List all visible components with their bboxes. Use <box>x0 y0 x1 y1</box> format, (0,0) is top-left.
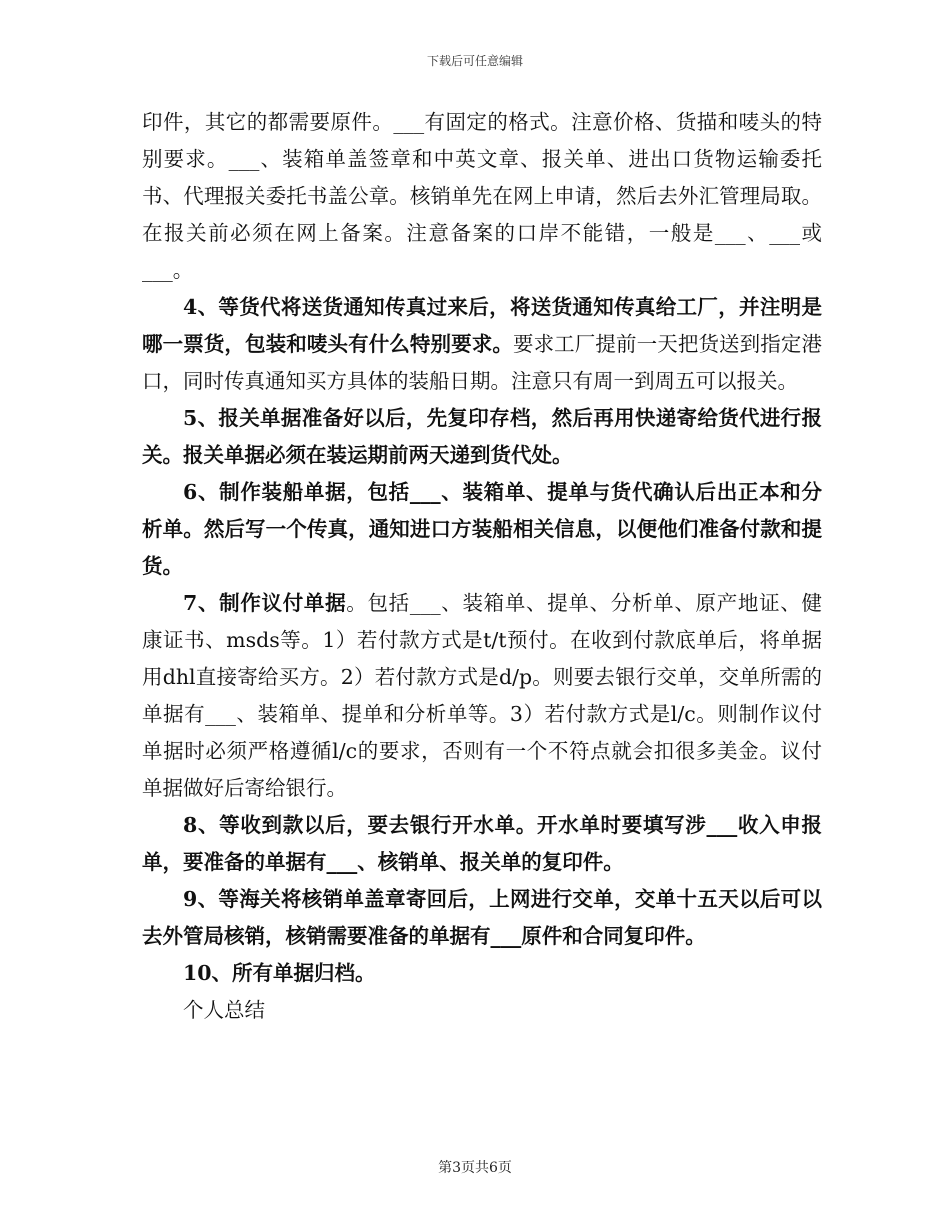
paragraph-step-4 <box>142 289 822 400</box>
paragraph-continuation <box>142 104 822 289</box>
paragraph-bold-text: 7、制作议付单据 <box>183 591 347 615</box>
paragraph-bold-text: 10、所有单据归档。 <box>183 961 376 985</box>
paragraph-bold-text: 8、等收到款以后，要去银行开水单。开水单时要填写涉___收入申报单，要准备的单据有___、核销单、报关单的复印件。 <box>142 813 822 874</box>
paragraph-step-5 <box>142 400 822 474</box>
page-header: 下载后可任意编辑 <box>426 54 523 68</box>
page-number-footer: 第3页共6页 <box>438 1160 512 1176</box>
paragraph-step-10 <box>142 955 822 992</box>
paragraph-step-6 <box>142 474 822 585</box>
paragraph-bold-text: 4、等货代将送货通知传真过来后，将送货通知传真给工厂，并注明是哪一票货，包装和唛头有什么特别要求。 <box>142 295 822 356</box>
paragraph-text: 要求工厂提前一天把货送到指定港口，同时传真通知买方具体的装船日期。注意只有周一到周五可以报关。 <box>142 332 822 393</box>
document-body <box>142 104 822 1029</box>
paragraph-step-9 <box>142 881 822 955</box>
section-heading-personal-summary <box>142 992 822 1029</box>
paragraph-text: 个人总结 <box>183 998 265 1022</box>
paragraph-text: 印件，其它的都需要原件。___有固定的格式。注意价格、货描和唛头的特别要求。___、装箱单盖签章和中英文章、报关单、进出口货物运输委托书、代理报关委托书盖公章。核销单先在网上申请，然后去外汇管理局取。在报关前必须在网上备案。注意备案的口岸不能错，一般是___、___或___。 <box>142 110 822 282</box>
paragraph-text: 。包括___、装箱单、提单、分析单、原产地证、健康证书、msds等。1）若付款方式是t/t预付。在收到付款底单后，将单据用dhl直接寄给买方。2）若付款方式是d/p。则要去银行交单，交单所需的单据有___、装箱单、提单和分析单等。3）若付款方式是l/c。则制作议付单据时必须严格遵循l/c的要求，否则有一个不符点就会扣很多美金。议付单据做好后寄给银行。 <box>142 591 823 800</box>
paragraph-step-8 <box>142 807 822 881</box>
paragraph-bold-text: 9、等海关将核销单盖章寄回后，上网进行交单，交单十五天以后可以去外管局核销，核销需要准备的单据有___原件和合同复印件。 <box>142 887 822 948</box>
paragraph-bold-text: 5、报关单据准备好以后，先复印存档，然后再用快递寄给货代进行报关。报关单据必须在装运期前两天递到货代处。 <box>142 406 822 467</box>
paragraph-bold-text: 6、制作装船单据，包括___、装箱单、提单与货代确认后出正本和分析单。然后写一个传真，通知进口方装船相关信息，以便他们准备付款和提货。 <box>142 480 822 578</box>
paragraph-step-7 <box>142 585 822 807</box>
